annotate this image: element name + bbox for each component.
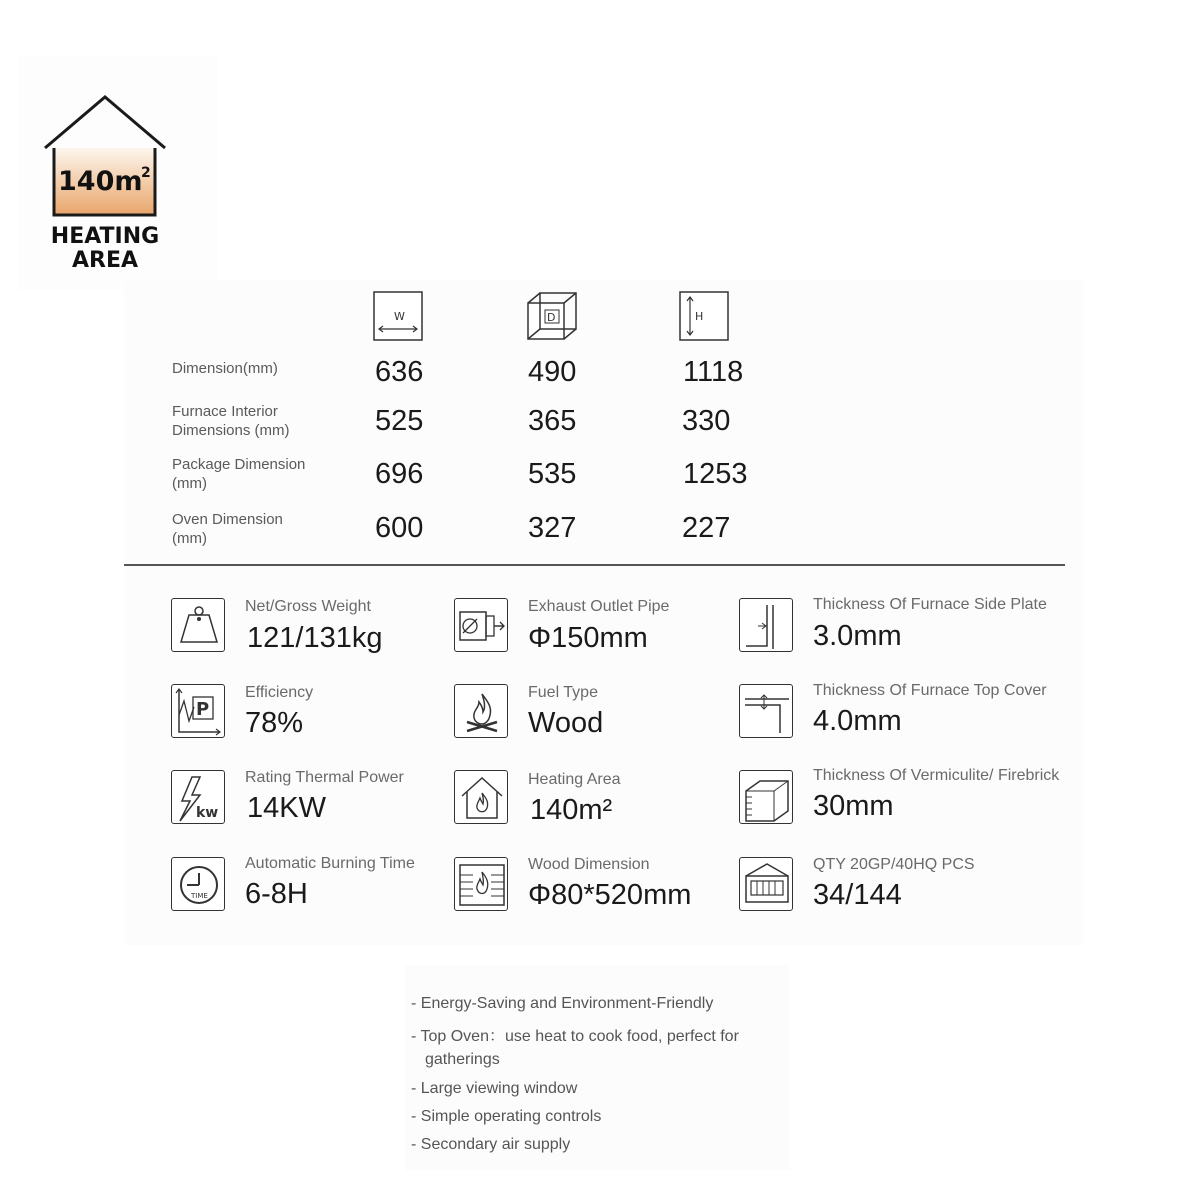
heating-area-badge <box>18 55 218 290</box>
spec-value: 4.0mm <box>813 705 902 737</box>
spec-label: Rating Thermal Power <box>245 769 404 786</box>
height-letter: H <box>695 310 704 323</box>
spec-label: Net/Gross Weight <box>245 598 371 615</box>
package-row-label: Package Dimension (mm) <box>172 456 306 492</box>
spec-label: Thickness Of Vermiculite/ Firebrick <box>813 767 1060 784</box>
spec-label: Fuel Type <box>528 684 598 701</box>
spec-value: Wood <box>528 707 604 739</box>
interior-height: 330 <box>682 405 731 437</box>
spec-value: 30mm <box>813 790 894 822</box>
top-cover-icon <box>739 684 793 738</box>
feature-item: - Large viewing window <box>411 1080 578 1097</box>
clock-icon <box>171 857 225 911</box>
feature-item: - Secondary air supply <box>411 1136 571 1153</box>
fire-icon <box>454 684 508 738</box>
interior-width: 525 <box>375 405 424 437</box>
badge-label-line1: HEATING <box>50 224 160 249</box>
svg-text:TIME: TIME <box>191 892 208 900</box>
container-icon <box>739 857 793 911</box>
interior-row-label: Furnace Interior Dimensions (mm) <box>172 403 290 439</box>
weight-icon <box>171 598 225 652</box>
height-icon <box>679 291 731 343</box>
exhaust-pipe-icon <box>454 598 508 652</box>
spec-label: Thickness Of Furnace Top Cover <box>813 682 1047 699</box>
spec-value: Φ80*520mm <box>528 879 692 911</box>
feature-item-continuation: gatherings <box>425 1051 500 1068</box>
feature-item: - Simple operating controls <box>411 1108 602 1125</box>
badge-label <box>18 225 192 273</box>
wood-dimension-icon <box>454 857 508 911</box>
oven-height: 227 <box>682 512 731 544</box>
svg-text:kw: kw <box>196 805 219 821</box>
dimension-row-label: Dimension(mm) <box>172 360 278 377</box>
section-divider <box>124 564 1065 566</box>
efficiency-icon <box>171 684 225 738</box>
firebrick-icon <box>739 770 793 824</box>
oven-width: 600 <box>375 512 424 544</box>
spec-value: 34/144 <box>813 879 902 911</box>
spec-value: 14KW <box>247 792 326 824</box>
interior-depth: 365 <box>528 405 577 437</box>
package-depth: 535 <box>528 458 577 490</box>
spec-label: Automatic Burning Time <box>245 855 415 872</box>
depth-letter: D <box>547 311 556 324</box>
dimension-height: 1118 <box>683 356 744 388</box>
badge-area-value: 140m <box>58 166 143 197</box>
spec-label: Wood Dimension <box>528 856 650 873</box>
feature-item: - Energy-Saving and Environment-Friendly <box>411 995 714 1012</box>
spec-value: 121/131kg <box>247 622 383 654</box>
package-height: 1253 <box>683 458 748 490</box>
spec-label: Exhaust Outlet Pipe <box>528 598 670 615</box>
dimension-depth: 490 <box>528 356 577 388</box>
spec-value: 140m² <box>530 794 613 826</box>
spec-label: Heating Area <box>528 771 621 788</box>
house-fire-icon <box>454 770 508 824</box>
width-letter: W <box>394 310 405 323</box>
spec-label: QTY 20GP/40HQ PCS <box>813 856 975 873</box>
spec-value: 6-8H <box>245 878 308 910</box>
width-icon <box>373 291 425 343</box>
spec-value: 78% <box>245 707 304 739</box>
feature-item: - Top Oven：use heat to cook food, perfect for <box>411 1028 739 1045</box>
spec-value: 3.0mm <box>813 620 902 652</box>
badge-area-sup: 2 <box>141 165 151 181</box>
spec-label: Efficiency <box>245 684 314 701</box>
package-width: 696 <box>375 458 424 490</box>
depth-cube-icon <box>526 291 578 343</box>
oven-row-label: Oven Dimension (mm) <box>172 511 283 547</box>
power-icon <box>171 770 225 824</box>
spec-label: Thickness Of Furnace Side Plate <box>813 596 1047 613</box>
svg-text:P: P <box>196 699 210 720</box>
spec-value: Φ150mm <box>528 622 648 654</box>
house-icon <box>44 95 194 220</box>
side-plate-icon <box>739 598 793 652</box>
oven-depth: 327 <box>528 512 577 544</box>
dimension-width: 636 <box>375 356 424 388</box>
badge-label-line2: AREA <box>71 248 139 273</box>
